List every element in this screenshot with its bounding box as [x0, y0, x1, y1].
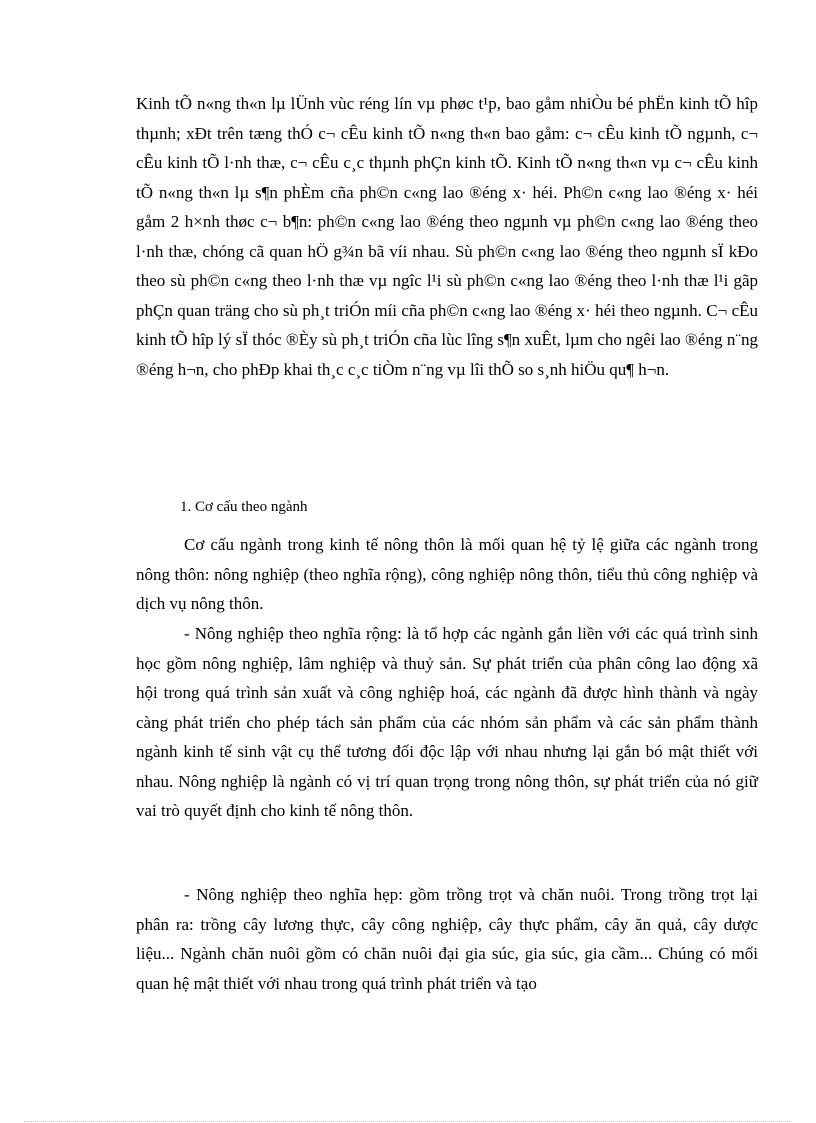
page-bottom-divider	[24, 1121, 792, 1122]
section-heading: 1. Cơ cấu theo ngành	[180, 499, 308, 515]
legacy-encoded-paragraph: Kinh tÕ n«ng th«n lµ lÜnh vùc réng lín vµ phøc t¹p, bao gåm nhiÒu bé phËn kinh tÕ hîp thµnh; xÐt trên tæng thÓ c¬ cÊu kinh tÕ n«ng th«n bao gåm: c¬ cÊu kinh tÕ ngµnh, c¬ cÊu kinh tÕ l·nh thæ, c¬ cÊu c¸c thµnh phÇn kinh tÕ. Kinh tÕ n«ng th«n vµ c¬ cÊu kinh tÕ n«ng th«n lµ s¶n phÈm cña ph©n c«ng lao ®éng x· héi. Ph©n c«ng lao ®éng x· héi gåm 2 h×nh thøc c¬ b¶n: ph©n c«ng lao ®éng theo ngµnh vµ ph©n c«ng lao ®éng theo l·nh thæ, chóng cã quan hÖ g¾n bã víi nhau. Sù ph©n c«ng lao ®éng theo ngµnh sÏ kÐo theo sù ph©n c«ng theo l·nh thæ vµ ngîc l¹i sù ph©n c«ng lao ®éng theo l·nh thæ l¹i gãp phÇn quan träng cho sù ph¸t triÓn míi cña ph©n c«ng lao ®éng x· héi theo ngµnh. C¬ cÊu kinh tÕ hîp lý sÏ thóc ®Èy sù ph¸t triÓn cña lùc lîng s¶n xuÊt, lµm cho ngêi lao ®éng n¨ng ®éng h¬n, cho phÐp khai th¸c c¸c tiÒm n¨ng vµ lîi thÕ so s¸nh hiÖu qu¶ h¬n.	[136, 94, 758, 379]
body-paragraph-2: - Nông nghiệp theo nghĩa rộng: là tổ hợp các ngành gắn liền với các quá trình sinh học gồm nông nghiệp, lâm nghiệp và thuỷ sản. Sự phát triển của phân công lao động xã hội trong quá trình sản xuất và công nghiệp hoá, các ngành đã được hình thành và ngày càng phát triển cho phép tách sản phẩm của các nhóm sản phẩm và các sản phẩm thành ngành kinh tế sinh vật cụ thể tương đối độc lập với nhau nhưng lại gắn bó mật thiết với nhau. Nông nghiệp là ngành có vị trí quan trọng trong nông thôn, sự phát triển của nó giữ vai trò quyết định cho kinh tế nông thôn.	[136, 624, 758, 820]
body-paragraph-1: Cơ cấu ngành trong kinh tế nông thôn là mối quan hệ tỷ lệ giữa các ngành trong nông thôn: nông nghiệp (theo nghĩa rộng), công nghiệp nông thôn, tiểu thủ công nghiệp và dịch vụ nông thôn.	[136, 535, 758, 613]
body-paragraph-3: - Nông nghiệp theo nghĩa hẹp: gồm trồng trọt và chăn nuôi. Trong trồng trọt lại phân ra: trồng cây lương thực, cây công nghiệp, cây thực phẩm, cây ăn quả, cây dược liệu... Ngành chăn nuôi gồm có chăn nuôi đại gia súc, gia súc, gia cầm... Chúng có mối quan hệ mật thiết với nhau trong quá trình phát triển và tạo	[136, 885, 758, 993]
